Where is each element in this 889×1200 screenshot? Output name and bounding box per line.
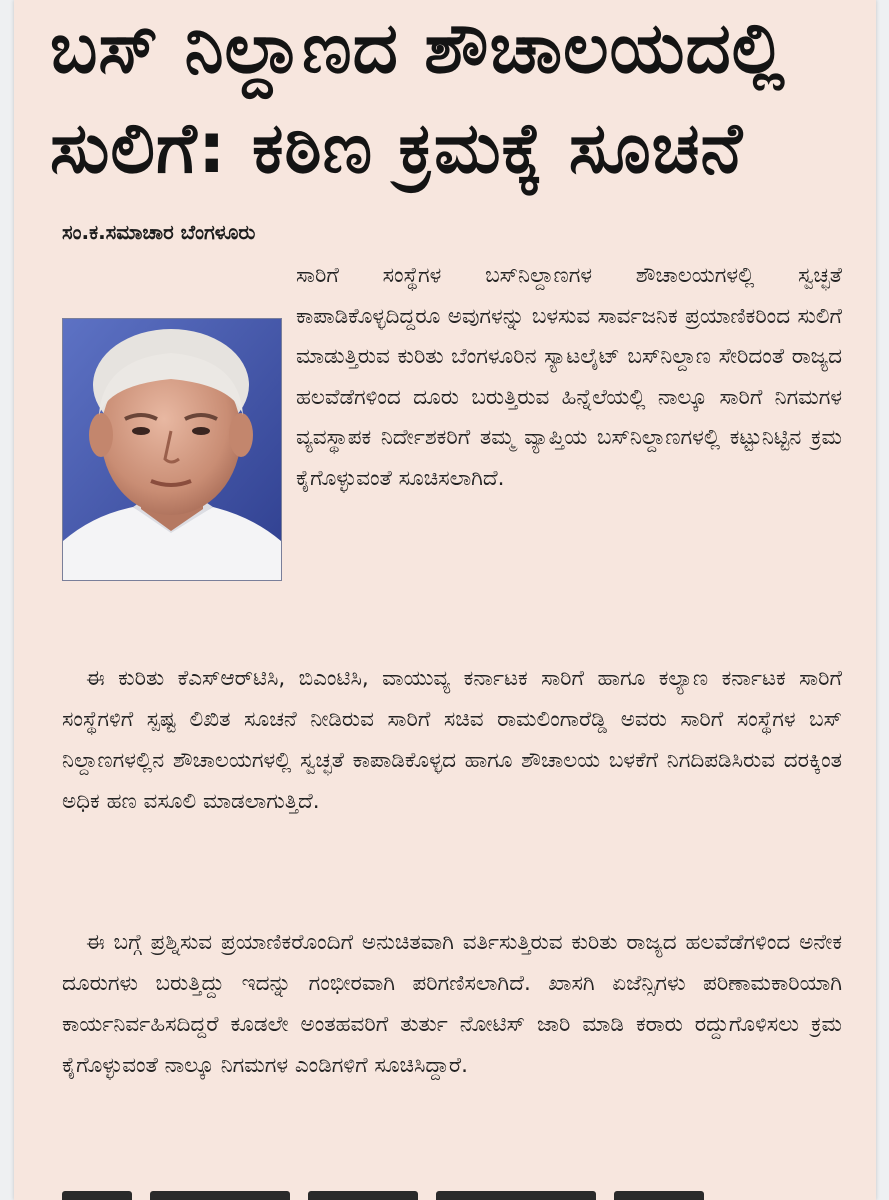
newspaper-clipping [14,0,876,1200]
paragraph-1-text: ಸಾರಿಗೆ ಸಂಸ್ಥೆಗಳ ಬಸ್‌ನಿಲ್ದಾಣಗಳ ಶೌಚಾಲಯಗಳಲ್ಲಿ ಸ್ವಚ್ಛತೆ ಕಾಪಾಡಿಕೊಳ್ಳದಿದ್ದರೂ ಅವುಗಳನ್ನು ಬಳಸುವ ಸಾರ್ವಜನಿಕ ಪ್ರಯಾಣಿಕರಿಂದ ಸುಲಿಗೆ ಮಾಡುತ್ತಿರುವ ಕುರಿತು ಬೆಂಗಳೂರಿನ ಸ್ಯಾಟಲೈಟ್ ಬಸ್‌ನಿಲ್ದಾಣ ಸೇರಿದಂತೆ ರಾಜ್ಯದ ಹಲವೆಡೆಗಳಿಂದ ದೂರು ಬರುತ್ತಿರುವ ಹಿನ್ನೆಲೆಯಲ್ಲಿ ನಾಲ್ಕೂ ಸಾರಿಗೆ ನಿಗಮಗಳ ವ್ಯವಸ್ಥಾಪಕ ನಿರ್ದೇಶಕರಿಗೆ ತಮ್ಮ ವ್ಯಾಪ್ತಿಯ ಬಸ್‌ನಿಲ್ದಾಣಗಳಲ್ಲಿ ಕಟ್ಟುನಿಟ್ಟಿನ ಕ್ರಮ ಕೈಗೊಳ್ಳುವಂತೆ ಸೂಚಿಸಲಾಗಿದೆ. [296,263,842,491]
headline-line-1: ಬಸ್ ನಿಲ್ದಾಣದ ಶೌಚಾಲಯದಲ್ಲಿ [50,7,786,89]
portrait-photo [62,318,282,581]
paragraph-2: ಈ ಕುರಿತು ಕೆಎಸ್‌ಆರ್‌ಟಿಸಿ, ಬಿಎಂಟಿಸಿ, ವಾಯುವ್ಯ ಕರ್ನಾಟಕ ಸಾರಿಗೆ ಹಾಗೂ ಕಲ್ಯಾಣ ಕರ್ನಾಟಕ ಸಾರಿಗೆ ಸಂಸ್ಥೆಗಳಿಗೆ ಸ್ಪಷ್ಟ ಲಿಖಿತ ಸೂಚನೆ ನೀಡಿರುವ ಸಾರಿಗೆ ಸಚಿವ ರಾಮಲಿಂಗಾರೆಡ್ಡಿ ಅವರು ಸಾರಿಗೆ ಸಂಸ್ಥೆಗಳ ಬಸ್ ನಿಲ್ದಾಣಗಳಲ್ಲಿನ ಶೌಚಾಲಯಗಳಲ್ಲಿ ಸ್ವಚ್ಛತೆ ಕಾಪಾಡಿಕೊಳ್ಳದ ಹಾಗೂ ಶೌಚಾಲಯ ಬಳಕೆಗೆ ನಿಗದಿಪಡಿಸಿರುವ ದರಕ್ಕಿಂತ ಅಧಿಕ ಹಣ ವಸೂಲಿ ಮಾಡಲಾಗುತ್ತಿದೆ. [62,666,842,814]
headline-line-2: ಸುಲಿಗೆ: ಕಠಿಣ ಕ್ರಮಕ್ಕೆ ಸೂಚನೆ [50,107,744,189]
cut-off-next-line [62,1188,842,1200]
byline: ಸಂ.ಕ.ಸಮಾಚಾರ ಬೆಂಗಳೂರು [62,220,256,244]
portrait-illustration [63,319,281,580]
paragraph-3: ಈ ಬಗ್ಗೆ ಪ್ರಶ್ನಿಸುವ ಪ್ರಯಾಣಿಕರೊಂದಿಗೆ ಅನುಚಿತವಾಗಿ ವರ್ತಿಸುತ್ತಿರುವ ಕುರಿತು ರಾಜ್ಯದ ಹಲವೆಡೆಗಳಿಂದ ಅನೇಕ ದೂರುಗಳು ಬರುತ್ತಿದ್ದು ಇದನ್ನು ಗಂಭೀರವಾಗಿ ಪರಿಗಣಿಸಲಾಗಿದೆ. ಖಾಸಗಿ ಏಜೆನ್ಸಿಗಳು ಪರಿಣಾಮಕಾರಿಯಾಗಿ ಕಾರ್ಯನಿರ್ವಹಿಸದಿದ್ದರೆ ಕೂಡಲೇ ಅಂತಹವರಿಗೆ ತುರ್ತು ನೋಟಿಸ್ ಜಾರಿ ಮಾಡಿ ಕರಾರು ರದ್ದುಗೊಳಿಸಲು ಕ್ರಮ ಕೈಗೊಳ್ಳುವಂತೆ ನಾಲ್ಕೂ ನಿಗಮಗಳ ಎಂಡಿಗಳಿಗೆ ಸೂಚಿಸಿದ್ದಾರೆ. [62,930,842,1078]
